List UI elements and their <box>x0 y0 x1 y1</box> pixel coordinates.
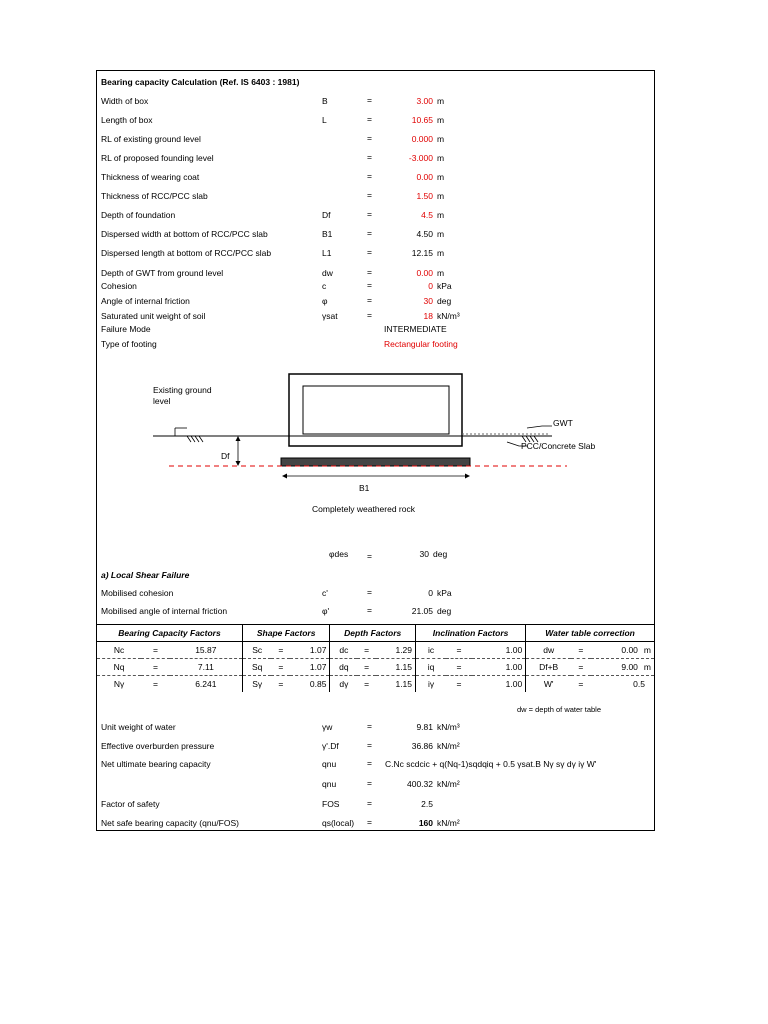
input-value: 10.65 <box>411 115 433 125</box>
input-eq: = <box>367 95 372 105</box>
factor-value: 1.00 <box>505 645 523 655</box>
result-eq: = <box>367 817 372 827</box>
result-unit: kN/m³ <box>437 722 460 732</box>
factor-symbol: Sc <box>242 642 271 659</box>
result-value: 36.86 <box>411 741 433 751</box>
local-eq: = <box>367 587 372 597</box>
factor-eq: = <box>141 659 170 676</box>
input-eq: = <box>367 152 372 162</box>
input-symbol: L <box>322 115 327 125</box>
result-eq: = <box>367 778 372 788</box>
input-symbol: dw <box>322 268 333 278</box>
input-symbol: γsat <box>322 311 338 321</box>
input-unit: m <box>437 210 445 220</box>
input-value: 1.50 <box>416 191 433 201</box>
input-label: RL of existing ground level <box>101 134 201 144</box>
header-water-table: Water table correction <box>526 625 654 642</box>
input-eq: = <box>367 133 372 143</box>
result-unit: kN/m² <box>437 818 460 828</box>
phi-des-unit: deg <box>433 549 448 559</box>
factor-eq: = <box>271 676 290 693</box>
input-unit: deg <box>437 296 452 306</box>
phi-des-eq: = <box>367 551 372 561</box>
factor-symbol: dγ <box>330 676 357 693</box>
arrow-left-icon <box>282 474 287 479</box>
local-label: Mobilised angle of internal friction <box>101 606 228 616</box>
factor-eq: = <box>364 645 370 655</box>
gwt-label: GWT <box>553 418 573 428</box>
input-value: 12.15 <box>411 248 433 258</box>
factor-row <box>97 676 654 693</box>
input-unit: kPa <box>437 281 452 291</box>
factor-symbol: dc <box>330 642 357 659</box>
calculation-sheet <box>96 70 655 831</box>
factor-eq: = <box>357 659 376 676</box>
input-unit: m <box>437 153 445 163</box>
input-eq: = <box>367 190 372 200</box>
input-value: 30 <box>423 296 433 306</box>
local-value: 21.05 <box>411 606 433 616</box>
factor-symbol: W' <box>526 676 571 693</box>
local-shear-heading: a) Local Shear Failure <box>101 570 190 580</box>
result-value: 9.81 <box>416 722 433 732</box>
result-symbol: γw <box>322 722 333 732</box>
factors-table <box>97 624 654 692</box>
failure-mode-label: Failure Mode <box>101 324 151 334</box>
result-label: Unit weight of water <box>101 722 176 732</box>
result-eq: = <box>367 721 372 731</box>
input-eq: = <box>367 295 372 305</box>
local-label: Mobilised cohesion <box>101 588 174 598</box>
factor-value: 1.07 <box>309 645 327 655</box>
input-label: Length of box <box>101 115 153 125</box>
result-symbol: γ'.Df <box>322 741 339 751</box>
phi-des-symbol: φdes <box>329 549 349 559</box>
factor-symbol: iq <box>416 659 447 676</box>
arrow-right-icon <box>465 474 470 479</box>
factor-value: 1.00 <box>472 676 526 693</box>
input-symbol: L1 <box>322 248 332 258</box>
input-symbol: c <box>322 281 327 291</box>
input-label: Thickness of wearing coat <box>101 172 200 182</box>
input-label: Depth of foundation <box>101 210 176 220</box>
input-unit: m <box>437 172 445 182</box>
result-label: Net safe bearing capacity (qnu/FOS) <box>101 818 239 828</box>
input-eq: = <box>367 171 372 181</box>
factor-symbol: dw <box>526 642 571 659</box>
local-value: 0 <box>428 588 433 598</box>
factor-value: 9.00 <box>621 662 638 672</box>
result-symbol: qnu <box>322 759 337 769</box>
factor-eq: = <box>456 645 462 655</box>
water-table-value <box>591 659 654 676</box>
input-unit: m <box>437 191 445 201</box>
input-symbol: Df <box>322 210 331 220</box>
result-value: 160 <box>418 818 433 828</box>
input-unit: m <box>437 268 445 278</box>
input-label: Dispersed width at bottom of RCC/PCC slab <box>101 229 268 239</box>
factor-eq: = <box>446 676 472 693</box>
input-symbol: B <box>322 96 328 106</box>
note: dw = depth of water table <box>517 705 602 714</box>
factor-eq: = <box>578 645 584 655</box>
local-symbol: φ' <box>322 606 330 616</box>
input-label: Width of box <box>101 96 149 106</box>
factor-value: 0.00 <box>621 645 638 655</box>
input-unit: m <box>437 248 445 258</box>
factor-symbol: iγ <box>416 676 447 693</box>
input-eq: = <box>367 310 372 320</box>
result-label: Net ultimate bearing capacity <box>101 759 211 769</box>
factor-eq: = <box>571 676 590 693</box>
water-table-value <box>591 642 654 659</box>
input-unit: m <box>437 229 445 239</box>
input-label: Thickness of RCC/PCC slab <box>101 191 208 201</box>
concrete-slab <box>281 458 470 466</box>
input-eq: = <box>367 247 372 257</box>
b1-label: B1 <box>359 483 370 493</box>
factor-unit: m <box>643 645 651 655</box>
input-value: 18 <box>423 311 433 321</box>
ground-hatch-icon <box>175 428 203 442</box>
result-formula: C.Nc scdcic + q(Nq-1)sqdqiq + 0.5 γsat.B Nγ sγ dγ iγ W' <box>385 759 597 769</box>
header-shape: Shape Factors <box>242 625 329 642</box>
header-depth: Depth Factors <box>330 625 416 642</box>
factor-value: 1.15 <box>376 659 415 676</box>
input-value: 0.000 <box>411 134 433 144</box>
factor-symbol: Df+B <box>526 659 571 676</box>
failure-mode-value: INTERMEDIATE <box>384 324 447 334</box>
slab-label: PCC/Concrete Slab <box>521 441 596 451</box>
input-label: Depth of GWT from ground level <box>101 268 224 278</box>
local-unit: kPa <box>437 588 452 598</box>
phi-des-value: 30 <box>419 549 429 559</box>
input-eq: = <box>367 209 372 219</box>
factor-eq: = <box>152 645 158 655</box>
result-symbol: qs(local) <box>322 818 355 828</box>
result-label: Effective overburden pressure <box>101 741 215 751</box>
factor-value: 15.87 <box>195 645 217 655</box>
factor-symbol: ic <box>416 642 447 659</box>
factor-value: 0.5 <box>633 679 645 689</box>
factor-value: 0.85 <box>290 676 330 693</box>
input-label: Saturated unit weight of soil <box>101 311 206 321</box>
result-unit: kN/m² <box>437 779 460 789</box>
input-value: 0.00 <box>416 172 433 182</box>
factor-unit: m <box>643 662 651 672</box>
input-value: -3.000 <box>408 153 433 163</box>
factor-eq: = <box>571 659 590 676</box>
footing-type-label: Type of footing <box>101 339 157 349</box>
input-eq: = <box>367 228 372 238</box>
factor-symbol: Nc <box>113 645 125 655</box>
rock-label: Completely weathered rock <box>312 504 415 514</box>
factor-symbol: Nq <box>97 659 141 676</box>
box-inner <box>303 386 449 434</box>
factor-eq: = <box>446 659 472 676</box>
factor-value: 1.29 <box>395 645 413 655</box>
input-value: 4.50 <box>416 229 433 239</box>
factor-eq: = <box>271 659 290 676</box>
result-eq: = <box>367 798 372 808</box>
header-inclination: Inclination Factors <box>416 625 526 642</box>
input-value: 4.5 <box>421 210 433 220</box>
local-symbol: c' <box>322 588 328 598</box>
input-unit: m <box>437 115 445 125</box>
footing-type-value: Rectangular footing <box>384 339 458 349</box>
factor-value: 1.00 <box>472 659 526 676</box>
result-value: 400.32 <box>407 779 433 789</box>
input-value: 0 <box>428 281 433 291</box>
factor-row <box>97 659 654 676</box>
factor-symbol: Sq <box>242 659 271 676</box>
factor-symbol: Nγ <box>97 676 141 693</box>
factor-eq: = <box>278 645 284 655</box>
input-symbol: B1 <box>322 229 333 239</box>
box-outer <box>289 374 462 446</box>
result-symbol: FOS <box>322 799 340 809</box>
factor-value: 1.15 <box>376 676 415 693</box>
input-eq: = <box>367 280 372 290</box>
gwt-leader <box>527 426 552 428</box>
factor-value: 6.241 <box>170 676 243 693</box>
factor-value: 1.07 <box>290 659 330 676</box>
water-table-value <box>591 676 654 693</box>
sheet-title: Bearing capacity Calculation (Ref. IS 6403 : 1981) <box>101 77 300 87</box>
input-label: Cohesion <box>101 281 137 291</box>
factor-symbol: dq <box>330 659 357 676</box>
existing-ground-label: Existing ground level <box>153 385 212 406</box>
input-unit: m <box>437 96 445 106</box>
factor-eq: = <box>141 676 170 693</box>
input-value: 3.00 <box>416 96 433 106</box>
input-eq: = <box>367 267 372 277</box>
input-value: 0.00 <box>416 268 433 278</box>
input-label: RL of proposed founding level <box>101 153 214 163</box>
input-label: Angle of internal friction <box>101 296 190 306</box>
result-value: 2.5 <box>421 799 433 809</box>
factor-value: 7.11 <box>170 659 243 676</box>
result-eq: = <box>367 758 372 768</box>
result-symbol: qnu <box>322 779 337 789</box>
local-unit: deg <box>437 606 452 616</box>
input-label: Dispersed length at bottom of RCC/PCC slab <box>101 248 272 258</box>
factor-row <box>97 642 654 659</box>
header-bearing: Bearing Capacity Factors <box>97 625 242 642</box>
input-unit: m <box>437 134 445 144</box>
factor-eq: = <box>357 676 376 693</box>
input-symbol: φ <box>322 296 328 306</box>
result-eq: = <box>367 740 372 750</box>
local-eq: = <box>367 605 372 615</box>
input-eq: = <box>367 114 372 124</box>
arrow-down-icon <box>236 461 241 466</box>
arrow-up-icon <box>236 436 241 441</box>
factor-symbol: Sγ <box>242 676 271 693</box>
result-unit: kN/m² <box>437 741 460 751</box>
input-unit: kN/m³ <box>437 311 460 321</box>
result-label: Factor of safety <box>101 799 160 809</box>
df-label: Df <box>221 451 230 461</box>
